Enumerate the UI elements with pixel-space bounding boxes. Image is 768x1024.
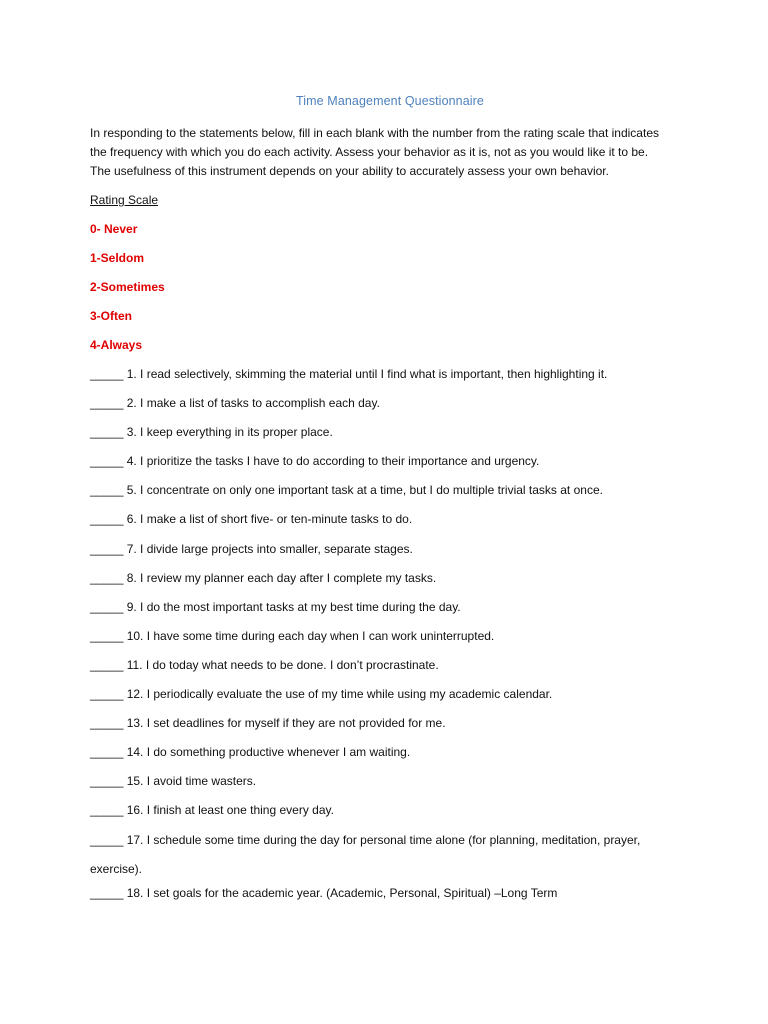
statement-4: _____ 4. I prioritize the tasks I have to do according to their importance and urgency. (90, 454, 540, 469)
rating-option-always: 4-Always (90, 338, 143, 352)
intro-paragraph: In responding to the statements below, fill in each blank with the number from the rating scale that indicates the frequency with which you do each activity. Assess your behavior as it is, not as you would like it to be. The usefulness of this instrument depends on your ability to accurately assess your own behavior. (90, 126, 659, 178)
statement-16: _____ 16. I finish at least one thing every day. (90, 803, 334, 818)
statement-8: _____ 8. I review my planner each day after I complete my tasks. (90, 570, 437, 585)
statement-1: _____ 1. I read selectively, skimming the material until I find what is important, then highlighting it. (90, 367, 608, 381)
statement-7: _____ 7. I divide large projects into smaller, separate stages. (90, 541, 413, 556)
rating-option-seldom: 1-Seldom (90, 251, 145, 265)
statement-15: _____ 15. I avoid time wasters. (90, 774, 257, 789)
rating-option-sometimes: 2-Sometimes (90, 280, 165, 294)
statement-5: _____ 5. I concentrate on only one important task at a time, but I do multiple trivial tasks at once. (90, 483, 603, 498)
statement-2: _____ 2. I make a list of tasks to accomplish each day. (90, 396, 380, 411)
rating-option-never: 0- Never (90, 222, 138, 236)
statement-3: _____ 3. I keep everything in its proper place. (90, 425, 333, 440)
statement-10: _____ 10. I have some time during each day when I can work uninterrupted. (90, 628, 495, 643)
statement-6: _____ 6. I make a list of short five- or ten-minute tasks to do. (90, 512, 413, 527)
statement-17: _____ 17. I schedule some time during the day for personal time alone (for planning, meditation, prayer, exercise). (90, 832, 641, 876)
questionnaire-page (90, 94, 690, 913)
statement-14: _____ 14. I do something productive whenever I am waiting. (90, 745, 411, 760)
statement-list (90, 365, 690, 913)
statement-11: _____ 11. I do today what needs to be done. I don’t procrastinate. (90, 657, 439, 672)
statement-18: _____ 18. I set goals for the academic year. (Academic, Personal, Spiritual) –Long Term (90, 885, 558, 900)
rating-scale-heading: Rating Scale (90, 193, 159, 207)
rating-option-often: 3-Often (90, 309, 132, 323)
statement-9: _____ 9. I do the most important tasks at my best time during the day. (90, 599, 461, 614)
page-title: Time Management Questionnaire (296, 94, 484, 108)
statement-13: _____ 13. I set deadlines for myself if they are not provided for me. (90, 716, 446, 731)
rating-scale (90, 191, 690, 365)
statement-12: _____ 12. I periodically evaluate the use of my time while using my academic calendar. (90, 687, 553, 702)
